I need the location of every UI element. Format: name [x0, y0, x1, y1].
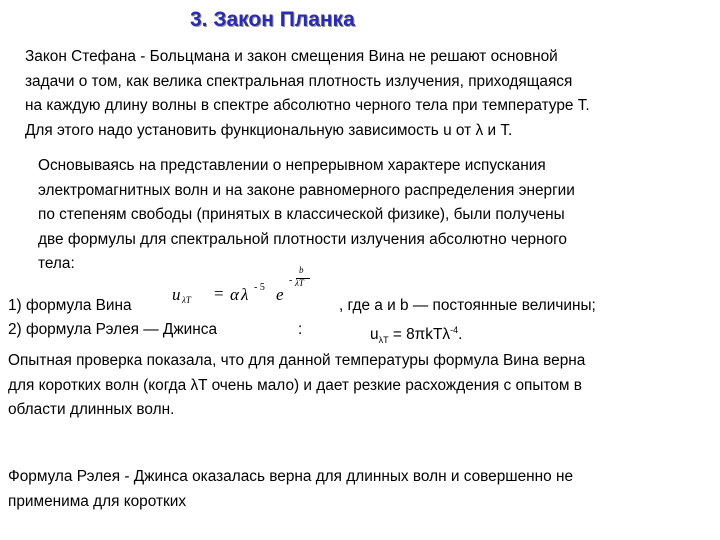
- text-line: на каждую длину волны в спектре абсолютно черного тела при температуре Т.: [25, 97, 590, 114]
- formula-symbol: u: [172, 285, 181, 304]
- text-line: электромагнитных волн и на законе равномерного распределения энергии: [38, 181, 575, 199]
- text-line: по степеням свободы (принятых в классической физике), были получены: [38, 206, 565, 223]
- rayleigh-jeans-label: 2) формула Рэлея — Джинса: [8, 321, 217, 338]
- paragraph-stefan-wien: [25, 45, 590, 143]
- formula-exponent: - 5: [254, 282, 265, 293]
- fraction-denominator: λT: [295, 278, 304, 288]
- paragraph-experimental-check: [8, 349, 585, 423]
- fraction-numerator: b: [299, 265, 304, 275]
- text-line: Закон Стефана - Больцмана и закон смещения Вина не решают основной: [25, 48, 558, 65]
- colon: :: [298, 321, 303, 338]
- wien-constants-note: , где a и b — постоянные величины;: [339, 297, 596, 314]
- formula-minus: -: [289, 275, 293, 286]
- formula-subscript: λT: [182, 295, 191, 305]
- rayleigh-jeans-formula: [370, 318, 462, 352]
- wien-label: 1) формула Вина: [8, 297, 132, 314]
- text-line: тела:: [38, 255, 75, 272]
- slide-title: 3. Закон Планка: [190, 8, 355, 31]
- paragraph-classical-basis: [38, 154, 575, 277]
- text-line: задачи о том, как велика спектральная плотность излучения, приходящаяся: [25, 72, 573, 90]
- text-line: Формула Рэлея - Джинса оказалась верна для длинных волн и совершенно не: [8, 468, 574, 485]
- text-line: Основываясь на представлении о непрерывном характере испускания: [38, 157, 546, 174]
- formula-symbol: α: [230, 285, 239, 304]
- formula-exponent: -4: [450, 325, 459, 335]
- formula-symbol: λ: [241, 285, 249, 304]
- text-line: применима для коротких: [8, 492, 187, 510]
- wien-formula: [172, 265, 322, 310]
- formula-rhs: = 8πkTλ: [388, 326, 451, 344]
- text-line: две формулы для спектральной плотности излучения абсолютно черного: [38, 230, 567, 248]
- paragraph-rayleigh-jeans-conclusion: [8, 465, 573, 514]
- text-line: Для этого надо установить функциональную зависимость u от λ и Т.: [25, 121, 513, 139]
- formula-subscript: λT: [378, 335, 389, 346]
- text-line: Опытная проверка показала, что для данной температуры формула Вина верна: [8, 352, 586, 369]
- formula-end: .: [458, 326, 463, 344]
- formula-symbol: u: [370, 326, 379, 344]
- text-line: области длинных волн.: [8, 401, 175, 418]
- formula-equals: =: [214, 284, 224, 303]
- formula-symbol: e: [276, 285, 284, 304]
- text-line: для коротких волн (когда λT очень мало) и дает резкие расхождения с опытом в: [8, 376, 582, 394]
